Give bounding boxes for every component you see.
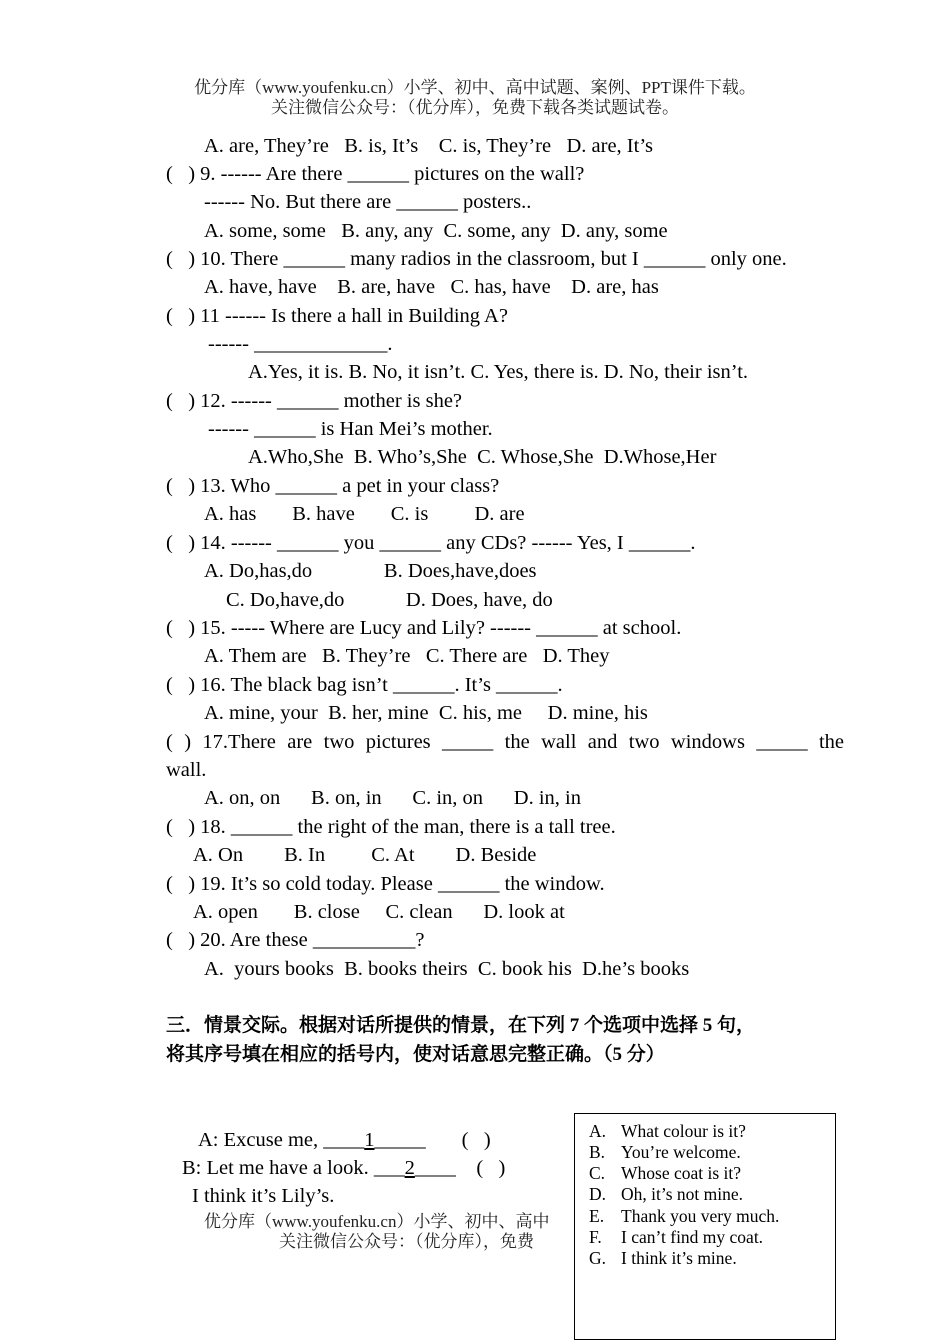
option-g-key: G. [589, 1248, 607, 1268]
q18-stem: ( ) 18. ______ the right of the man, there is a tall tree. [166, 816, 616, 838]
option-c-key: C. [589, 1163, 606, 1183]
q12-options: A.Who,She B. Who’s,She C. Whose,She D.Whose,Her [248, 446, 717, 468]
dialog-b2: I think it’s Lily’s. [192, 1185, 335, 1207]
q13-options: A. has B. have C. is D. are [204, 503, 525, 525]
q18-options: A. On B. In C. At D. Beside [193, 844, 537, 866]
q9-stem: ( ) 9. ------ Are there ______ pictures on the wall? [166, 163, 585, 185]
dialog-b1-text: B: Let me have a look. ___ [182, 1157, 405, 1179]
option-d-text: Oh, it’s not mine. [621, 1184, 744, 1204]
q10-options: A. have, have B. are, have C. has, have D. are, has [204, 276, 659, 298]
option-c-text: Whose coat is it? [621, 1163, 742, 1183]
q11-options: A.Yes, it is. B. No, it isn’t. C. Yes, there is. D. No, their isn’t. [248, 361, 749, 383]
option-d [589, 1184, 743, 1205]
option-e [589, 1206, 779, 1227]
option-a-text: What colour is it? [621, 1121, 746, 1141]
dialog-a1-text: A: Excuse me, ____ [198, 1129, 365, 1151]
q14-stem: ( ) 14. ------ ______ you ______ any CDs? ------ Yes, I ______. [166, 532, 696, 554]
footer-watermark-line-2: 关注微信公众号：（优分库），免费 [279, 1232, 534, 1251]
dialog-a1-tail: _____ ( ) [374, 1129, 491, 1151]
option-b [589, 1142, 741, 1163]
q12-stem: ( ) 12. ------ ______ mother is she? [166, 390, 463, 412]
q15-options: A. Them are B. They’re C. There are D. They [204, 645, 610, 667]
q9-answer: ------ No. But there are ______ posters.. [204, 191, 532, 213]
option-f-text: I can’t find my coat. [621, 1227, 764, 1247]
dialog-a1 [198, 1126, 491, 1154]
option-b-text: You’re welcome. [621, 1142, 741, 1162]
option-d-key: D. [589, 1184, 607, 1204]
q17-stem-continued: wall. [166, 759, 207, 781]
q14-options-ab: A. Do,has,do B. Does,have,does [204, 560, 537, 582]
q9-options: A. some, some B. any, any C. some, any D. any, some [204, 220, 668, 242]
q11-stem: ( ) 11 ------ Is there a hall in Building A? [166, 305, 508, 327]
q17-options: A. on, on B. on, in C. in, on D. in, in [204, 787, 581, 809]
header-line-1: 优分库（www.youfenku.cn）小学、初中、高中试题、案例、PPT课件下载。 [194, 78, 756, 97]
q12-answer: ------ ______ is Han Mei’s mother. [208, 418, 493, 440]
q20-options: A. yours books B. books theirs C. book his D.he’s books [204, 958, 690, 980]
q16-stem: ( ) 16. The black bag isn’t ______. It’s ______. [166, 674, 563, 696]
q17-stem: ( ) 17.There are two pictures _____ the wall and two windows _____ the [166, 731, 844, 753]
q19-stem: ( ) 19. It’s so cold today. Please ______ the window. [166, 873, 605, 895]
section3-heading-line-2: 将其序号填在相应的括号内，使对话意思完整正确。（5 分） [166, 1044, 665, 1065]
option-f-key: F. [589, 1227, 602, 1247]
blank-2-number: 2 [404, 1157, 415, 1179]
blank-1-number: 1 [364, 1129, 375, 1151]
q10-stem: ( ) 10. There ______ many radios in the classroom, but I ______ only one. [166, 248, 787, 270]
dialog-b1-tail: ____ ( ) [414, 1157, 506, 1179]
q8-options: A. are, They’re B. is, It’s C. is, They’re D. are, It’s [204, 135, 653, 157]
option-c [589, 1163, 741, 1184]
q13-stem: ( ) 13. Who ______ a pet in your class? [166, 475, 500, 497]
option-b-key: B. [589, 1142, 606, 1162]
option-e-text: Thank you very much. [621, 1206, 780, 1226]
option-e-key: E. [589, 1206, 605, 1226]
q15-stem: ( ) 15. ----- Where are Lucy and Lily? ------ ______ at school. [166, 617, 682, 639]
option-g [589, 1248, 737, 1269]
footer-watermark-line-1: 优分库（www.youfenku.cn）小学、初中、高中 [204, 1212, 550, 1231]
option-g-text: I think it’s mine. [621, 1248, 737, 1268]
options-box [574, 1113, 836, 1340]
header-line-2: 关注微信公众号：（优分库），免费下载各类试题试卷。 [271, 98, 679, 117]
q19-options: A. open B. close C. clean D. look at [193, 901, 565, 923]
option-f [589, 1227, 763, 1248]
option-a-key: A. [589, 1121, 607, 1141]
q11-answer: ------ _____________. [208, 333, 393, 355]
section3-heading-line-1: 三．情景交际。根据对话所提供的情景，在下列 7 个选项中选择 5 句， [166, 1015, 756, 1036]
q20-stem: ( ) 20. Are these __________? [166, 929, 425, 951]
option-a [589, 1121, 746, 1142]
q16-options: A. mine, your B. her, mine C. his, me D. mine, his [204, 702, 648, 724]
q14-options-cd: C. Do,have,do D. Does, have, do [226, 589, 553, 611]
dialog-b1 [182, 1154, 505, 1182]
